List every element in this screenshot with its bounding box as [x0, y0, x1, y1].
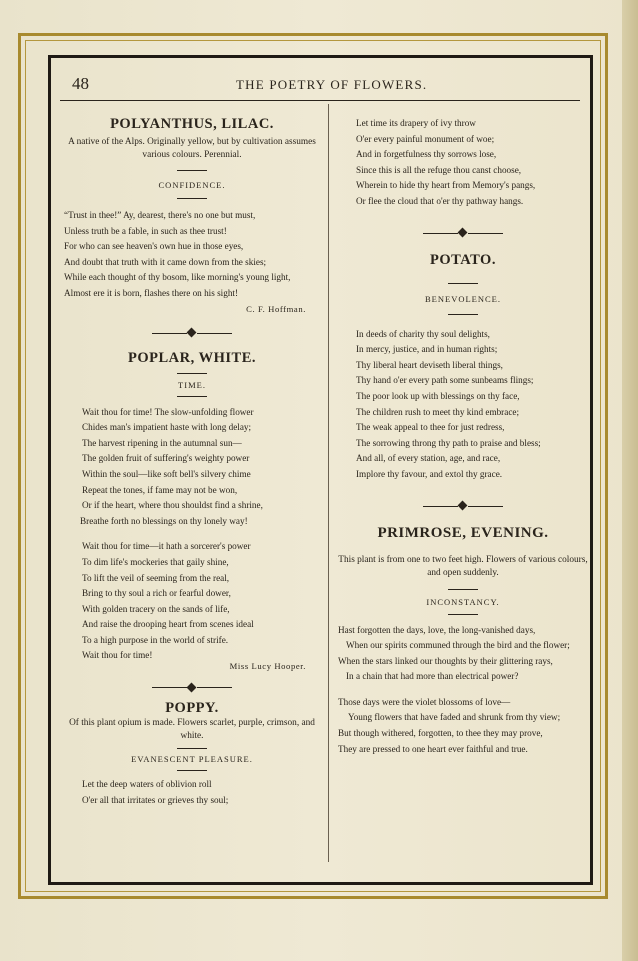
poem-line: And doubt that truth with it came down from the skies;: [64, 256, 267, 267]
poem-line: O'er every painful monument of woe;: [356, 133, 495, 144]
poem-line: Unless truth be a fable, in such as thee trust!: [64, 225, 227, 236]
poem-line: O'er all that irritates or grieves thy soul;: [82, 794, 229, 805]
poem-line: Chides man's impatient haste with long delay;: [82, 422, 252, 433]
poem-line: In a chain that had more than electrical power?: [346, 671, 519, 682]
section-rule: [448, 283, 478, 284]
left-column: [64, 116, 320, 808]
book-spine-edge: [622, 0, 638, 961]
poem-line: And in forgetfulness thy sorrows lose,: [356, 149, 497, 160]
running-title: THE POETRY OF FLOWERS.: [236, 77, 428, 92]
poem-line: Or if the heart, where thou shouldst find a shrine,: [82, 500, 263, 511]
section-rule: [448, 589, 478, 590]
poem-line: While each thought of thy bosom, like morning's young light,: [64, 272, 291, 283]
poem-line: Almost ere it is born, flashes there on his sight!: [64, 287, 239, 298]
potato-sentiment: BENEVOLENCE.: [425, 293, 501, 304]
section-rule: [177, 198, 207, 199]
poem-line: Wait thou for time! The slow-unfolding flower: [82, 406, 254, 417]
poem-line: Or flee the cloud that o'er thy pathway hangs.: [356, 195, 524, 206]
section-rule: [177, 770, 207, 771]
poem-line: Within the soul—like soft bell's silvery chime: [82, 468, 251, 479]
polyanthus-description: A native of the Alps. Originally yellow, but by cultivation assumes various colours. Perennial.: [68, 137, 316, 160]
poppy-poem-continued: [338, 116, 588, 210]
poplar-attribution: Miss Lucy Hooper.: [229, 661, 306, 672]
poem-line: To dim life's mockeries that gaily shine,: [82, 556, 229, 567]
primrose-title: PRIMROSE, EVENING.: [377, 524, 549, 541]
poem-line: With golden tracery on the sands of life,: [82, 603, 230, 614]
primrose-description: This plant is from one to two feet high. Flowers of various colours, and open suddenly.: [338, 554, 588, 578]
poem-line: The poor look up with blessings on thy face,: [356, 390, 520, 401]
poem-line: Let time its drapery of ivy throw: [356, 118, 476, 128]
section-ornament: [152, 328, 232, 340]
primrose-sentiment: INCONSTANCY.: [426, 596, 500, 607]
section-rule: [177, 396, 207, 397]
column-divider: [328, 104, 329, 862]
polyanthus-sentiment: CONFIDENCE.: [158, 180, 226, 190]
poem-line: The golden fruit of suffering's weighty power: [82, 453, 250, 464]
poem-line: In deeds of charity thy soul delights,: [356, 328, 490, 339]
poem-line: In mercy, justice, and in human rights;: [356, 344, 498, 355]
polyanthus-poem: [64, 208, 320, 302]
poplar-poem-stanza-1: [64, 405, 320, 530]
poem-line: The weak appeal to thee for just redress,: [356, 422, 505, 433]
poem-line: Wherein to hide thy heart from Memory's pangs,: [356, 180, 536, 191]
poem-line: And all, of every station, age, and race,: [356, 453, 501, 464]
poem-line: Wait thou for time!: [82, 650, 153, 661]
poppy-title: POPPY.: [165, 700, 219, 717]
poem-line: To a high purpose in the world of strife.: [82, 634, 229, 645]
poem-line: Hast forgotten the days, love, the long-vanished days,: [338, 624, 536, 635]
potato-title: POTATO.: [430, 251, 496, 268]
poem-line: For who can see heaven's own hue in those eyes,: [64, 241, 244, 252]
poem-line: Implore thy favour, and extol thy grace.: [356, 468, 503, 479]
poem-line: And raise the drooping heart from scenes ideal: [82, 619, 254, 630]
poem-line: Breathe forth no blessings on thy lonely way!: [80, 515, 248, 526]
poppy-sentiment: EVANESCENT PLEASURE.: [131, 754, 253, 765]
poem-line: Thy liberal heart deviseth liberal things,: [356, 359, 503, 370]
poem-line: Bring to thy soul a rich or fearful dower,: [82, 588, 231, 599]
poem-line: Repeat the tones, if fame may not be won,: [82, 484, 238, 495]
poem-line: Those days were the violet blossoms of love—: [338, 696, 511, 707]
poem-line: They are pressed to one heart ever faithful and true.: [338, 743, 528, 754]
poem-line: Thy hand o'er every path some sunbeams flings;: [356, 375, 534, 386]
section-rule: [448, 614, 478, 615]
poem-line: Since this is all the refuge thou canst choose,: [356, 164, 522, 175]
poem-line: Young flowers that have faded and shrunk from thy view;: [348, 712, 561, 723]
section-rule: [177, 373, 207, 374]
poem-line: The sorrowing throng thy path to praise and bless;: [356, 437, 541, 448]
section-ornament: [423, 228, 503, 240]
right-column: [338, 116, 588, 757]
poplar-sentiment: TIME.: [178, 379, 206, 390]
poplar-poem-stanza-2: [64, 539, 320, 664]
poem-line: When our spirits communed through the bird and the flower;: [346, 640, 570, 651]
header-rule: [60, 100, 580, 101]
polyanthus-title: POLYANTHUS, LILAC.: [110, 116, 274, 132]
section-ornament: [152, 682, 232, 694]
section-rule: [177, 170, 207, 171]
poem-line: The harvest ripening in the autumnal sun—: [82, 437, 242, 448]
poem-line: Wait thou for time—it hath a sorcerer's power: [82, 541, 251, 552]
poem-line: The children rush to meet thy kind embrace;: [356, 406, 520, 417]
polyanthus-attribution: C. F. Hoffman.: [246, 303, 306, 314]
poem-line: Let the deep waters of oblivion roll: [82, 779, 212, 790]
poppy-poem: [64, 777, 320, 808]
poem-line: But though withered, forgotten, to thee they may prove,: [338, 728, 543, 739]
page-number: 48: [72, 74, 89, 93]
section-rule: [177, 748, 207, 749]
section-rule: [448, 314, 478, 315]
poppy-description: Of this plant opium is made. Flowers scarlet, purple, crimson, and white.: [69, 718, 315, 742]
poplar-title: POPLAR, WHITE.: [128, 349, 256, 366]
poem-line: “Trust in thee!” Ay, dearest, there's no one but must,: [64, 210, 256, 220]
poem-line: When the stars linked our thoughts by their glittering rays,: [338, 655, 553, 666]
potato-poem: [338, 327, 588, 483]
primrose-poem-stanza-1: [338, 623, 588, 685]
primrose-poem-stanza-2: [338, 695, 588, 757]
section-ornament: [423, 501, 503, 513]
poem-line: To lift the veil of seeming from the real,: [82, 572, 230, 583]
